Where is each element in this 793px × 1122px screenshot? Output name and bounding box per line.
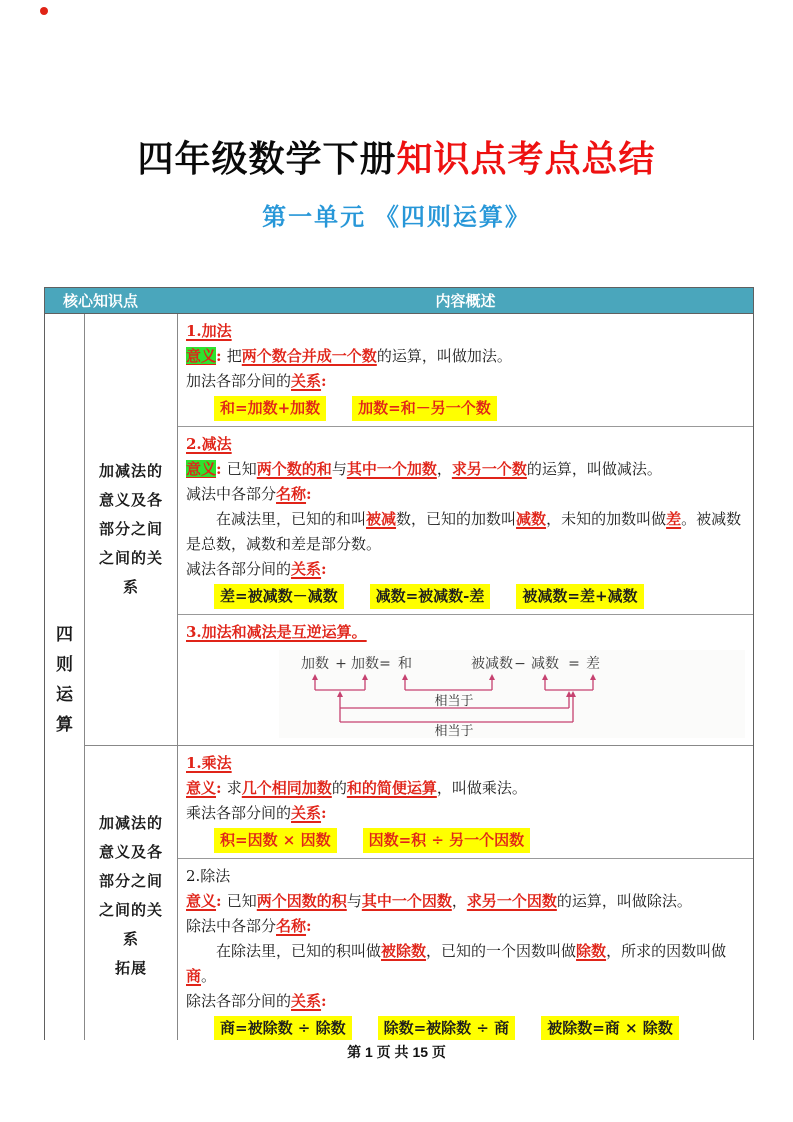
text-run: :: [321, 804, 327, 822]
content-line: [186, 344, 745, 369]
table-body: [45, 314, 753, 1040]
inverse-operation-diagram-panel: [279, 650, 745, 738]
label-line: 加减法的: [98, 462, 163, 480]
text-run: :: [216, 347, 227, 365]
diagram-term: −: [514, 656, 526, 672]
formula-row: [186, 1016, 745, 1040]
section-heading: [186, 620, 745, 645]
section-lines: [186, 620, 745, 645]
text-run: 减法中各部分: [186, 485, 277, 503]
text-run: 2.减法: [186, 435, 232, 453]
formula-row: [186, 828, 745, 853]
section-heading: [186, 319, 745, 344]
text-run: 2.除法: [186, 867, 231, 885]
label-line: 则: [56, 655, 73, 675]
section-subtraction: [178, 427, 753, 615]
text-run: 除数: [576, 942, 607, 960]
text-run: ，所求的因数叫做: [606, 942, 727, 960]
text-run: 两个数合并成一个数: [241, 347, 377, 365]
text-run: 几个相同加数: [241, 779, 332, 797]
text-run: 求另一个因数: [466, 892, 557, 910]
label-line: 意义及各: [98, 491, 163, 509]
label-line: 之间的关: [98, 901, 163, 919]
text-run: ，: [436, 460, 452, 478]
formula-chip: 减数=被减数-差: [370, 584, 491, 609]
content-line: [186, 939, 745, 989]
diagram-term: 差: [586, 656, 600, 672]
text-run: 在除法里，已知的积叫做: [216, 942, 382, 960]
content-line: [186, 889, 745, 914]
text-run: 名称: [276, 917, 307, 935]
formula-chip: 加数=和－另一个数: [352, 396, 497, 421]
text-run: 其中一个因数: [361, 892, 452, 910]
text-run: 减法各部分间的: [186, 560, 292, 578]
text-run: ，叫做乘法。: [436, 779, 527, 797]
text-run: 两个数的和: [256, 460, 332, 478]
text-run: 被除数: [381, 942, 427, 960]
text-run: 关系: [291, 372, 322, 390]
page-footer: 第 1 页 共 15 页: [347, 1044, 446, 1060]
diagram-arrows: [312, 674, 596, 690]
text-run: ，: [451, 892, 467, 910]
text-run: 商: [186, 967, 202, 985]
label-line: 算: [56, 715, 73, 735]
formula-chip: 和=加数+加数: [214, 396, 326, 421]
text-run: :: [216, 892, 227, 910]
text-run: 关系: [291, 560, 322, 578]
text-run: 已知: [226, 892, 257, 910]
text-run: 与: [331, 460, 347, 478]
text-run: 除法中各部分: [186, 917, 277, 935]
content-line: [186, 507, 745, 557]
text-run: 1.加法: [186, 322, 232, 340]
text-run: 意义: [186, 347, 217, 365]
section-heading: [186, 751, 745, 776]
header-cell-overview: 内容概述: [435, 293, 496, 310]
formula-row: [186, 396, 745, 421]
text-run: 把: [226, 347, 242, 365]
content-line: [186, 457, 745, 482]
text-run: 。被减数是总数，减数和差是部分数。: [186, 510, 742, 553]
inverse-operation-diagram: [279, 650, 745, 738]
text-run: :: [321, 992, 327, 1010]
content-line: [186, 801, 745, 826]
text-run: ，未知的加数叫做: [546, 510, 667, 528]
text-run: 减数: [516, 510, 547, 528]
stray-red-mark: [40, 7, 48, 15]
label-line: 运: [56, 685, 73, 705]
text-run: :: [321, 372, 327, 390]
section-heading: [186, 432, 745, 457]
formula-chip: 商=被除数 ÷ 除数: [214, 1016, 352, 1040]
label-line: 之间的关: [98, 549, 163, 567]
text-run: 数，已知的加数叫: [396, 510, 517, 528]
category-cell: [45, 314, 85, 1040]
section-inverse-operations: [178, 615, 753, 745]
text-run: 差: [666, 510, 682, 528]
text-run: 3.加法和减法是互逆运算。: [186, 623, 367, 641]
text-run: 求另一个数: [451, 460, 527, 478]
equiv-label: 相当于: [434, 694, 474, 709]
row-label-cell: [85, 314, 178, 745]
text-run: 关系: [291, 992, 322, 1010]
row-label-cell: [85, 745, 178, 1040]
text-run: 的运算，叫做除法。: [556, 892, 692, 910]
text-run: 其中一个加数: [346, 460, 437, 478]
formula-chip: 积=因数 × 因数: [214, 828, 337, 853]
page-title: [0, 0, 793, 181]
table-header-row: [45, 288, 753, 314]
text-run: 意义: [186, 779, 217, 797]
label-line: 拓展: [114, 959, 147, 977]
content-line: [186, 369, 745, 394]
diagram-term: +: [335, 656, 347, 672]
label-line: 加减法的: [98, 814, 163, 832]
diagram-term: 和: [398, 656, 412, 672]
formula-chip: 除数=被除数 ÷ 商: [378, 1016, 516, 1040]
diagram-term: 加数: [301, 656, 329, 672]
text-run: 的运算，叫做加法。: [376, 347, 512, 365]
text-run: 1.乘法: [186, 754, 232, 772]
section-multiplication: [178, 746, 753, 859]
text-run: 意义: [186, 892, 217, 910]
diagram-term: =: [379, 656, 391, 672]
text-run: :: [306, 917, 312, 935]
content-line: [186, 776, 745, 801]
diagram-term: 被减数: [471, 656, 513, 672]
text-run: 加法各部分间的: [186, 372, 292, 390]
text-run: :: [306, 485, 312, 503]
text-run: ，已知的一个因数叫做: [426, 942, 577, 960]
text-run: 关系: [291, 804, 322, 822]
content-line: [186, 989, 745, 1014]
text-run: :: [216, 779, 227, 797]
label-line: 四: [56, 625, 73, 645]
label-line: 部分之间: [98, 520, 163, 538]
section-heading: [186, 864, 745, 889]
label-line: 意义及各: [98, 843, 163, 861]
title-black-segment: 四年级数学下册: [137, 138, 397, 179]
content-line: [186, 914, 745, 939]
content-line: [186, 482, 745, 507]
knowledge-table: [44, 287, 754, 1040]
formula-row: [186, 584, 745, 609]
formula-chip: 被除数=商 × 除数: [541, 1016, 679, 1040]
formula-chip: 被减数=差+减数: [516, 584, 643, 609]
text-run: 的运算，叫做减法。: [526, 460, 662, 478]
text-run: 被减: [366, 510, 397, 528]
label-line: 系: [122, 578, 139, 596]
header-cell-core-points: 核心知识点: [63, 293, 139, 310]
text-run: 求: [226, 779, 242, 797]
section-addition: [178, 314, 753, 427]
title-red-segment: 知识点考点总结: [396, 138, 656, 179]
text-run: 意义: [186, 460, 217, 478]
section-division: [178, 859, 753, 1040]
text-run: 。: [201, 967, 217, 985]
text-run: 名称: [276, 485, 307, 503]
text-run: :: [321, 560, 327, 578]
text-run: 的: [331, 779, 347, 797]
content-cell: [178, 745, 753, 1040]
content-line: [186, 557, 745, 582]
text-run: 已知: [226, 460, 257, 478]
text-run: 两个因数的积: [256, 892, 347, 910]
label-line: 系: [122, 930, 139, 948]
text-run: 和的简便运算: [346, 779, 437, 797]
diagram-term: =: [568, 656, 580, 672]
text-run: 在减法里，已知的和叫: [216, 510, 367, 528]
diagram-term: 减数: [531, 656, 559, 672]
formula-chip: 因数=积 ÷ 另一个因数: [363, 828, 531, 853]
text-run: 乘法各部分间的: [186, 804, 292, 822]
equiv-label: 相当于: [434, 724, 474, 738]
content-cell: [178, 314, 753, 745]
text-run: 除法各部分间的: [186, 992, 292, 1010]
text-run: :: [216, 460, 227, 478]
label-line: 部分之间: [98, 872, 163, 890]
unit-subtitle: 第一单元 《四则运算》: [262, 204, 531, 231]
text-run: 与: [346, 892, 362, 910]
formula-chip: 差=被减数－减数: [214, 584, 344, 609]
diagram-term: 加数: [351, 656, 379, 672]
